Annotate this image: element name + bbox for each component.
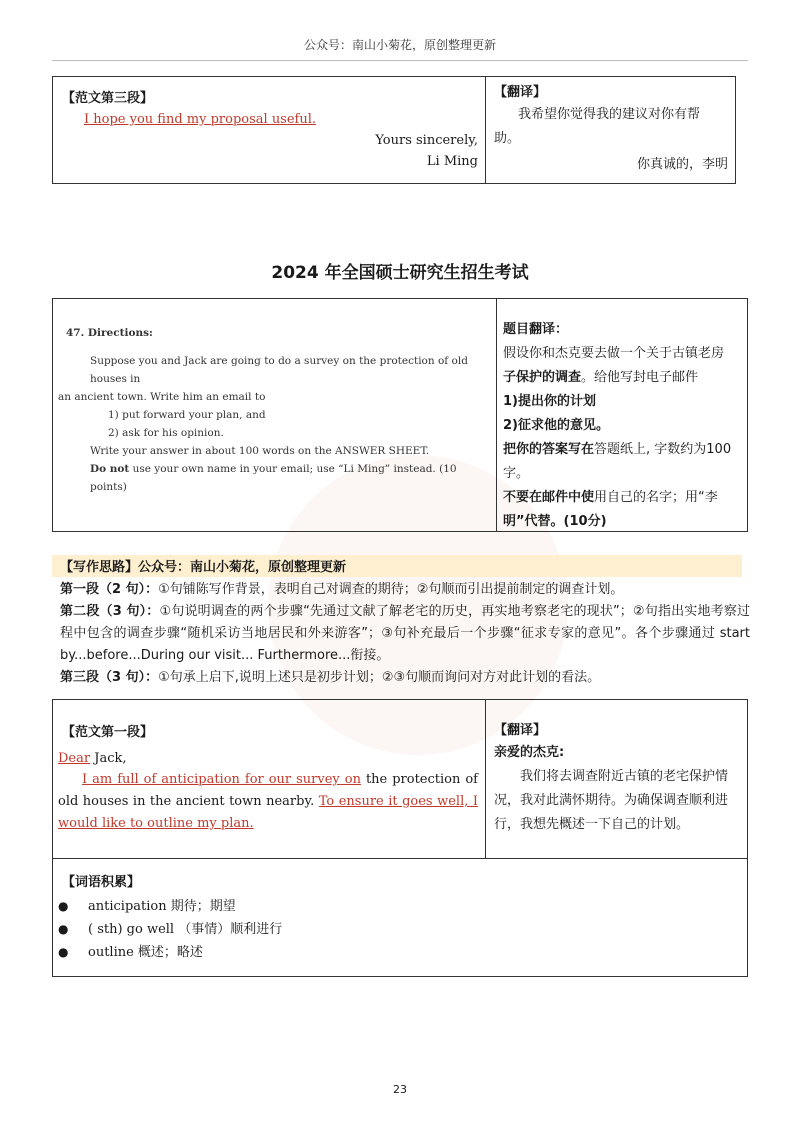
section1-sentence2-red: To ensure it goes well, I would like to outline my plan. bbox=[58, 794, 479, 831]
directions-item1: 1) put forward your plan, and bbox=[108, 409, 266, 421]
exam-title: 2024 年全国硕士研究生招生考试 bbox=[271, 263, 529, 283]
directions-trans-4a: 把你的答案写在 bbox=[503, 442, 595, 457]
directions-trans-heading: 题目翻译： bbox=[503, 322, 569, 337]
writing-ideas bbox=[60, 557, 750, 689]
ideas-p1: ①句铺陈写作背景，表明自己对调查的期待；②句顺而引出提前制定的调查计划。 bbox=[158, 582, 624, 597]
header-divider bbox=[52, 60, 748, 61]
directions-line3: Write your answer in about 100 words on the ANSWER SHEET. bbox=[90, 445, 430, 457]
ideas-paragraph-3 bbox=[60, 667, 750, 689]
section3-signature: Li Ming bbox=[426, 154, 478, 169]
directions-trans-1c: 。给他写封电子邮件 bbox=[581, 370, 699, 385]
directions-line1: Suppose you and Jack are going to do a survey on the protection of old houses in bbox=[90, 355, 468, 385]
directions-item2: 2) ask for his opinion. bbox=[108, 427, 224, 439]
page-number: 23 bbox=[393, 1083, 407, 1096]
section1-sentence1-rest: the protection of old houses in the ancient town nearby. bbox=[58, 772, 478, 809]
directions-trans-1a: 假设你和杰克要去做一个关于古镇老房 bbox=[503, 346, 725, 361]
section3-translation-heading: 【翻译】 bbox=[494, 85, 547, 100]
directions-trans-4b: 答题纸上, 字数约为100 bbox=[594, 442, 732, 457]
section1-translation-body: 我们将去调查附近古镇的老宅保护情况，我对此满怀期待。为确保调查顺利进行，我想先概述一下自己的计划。 bbox=[494, 769, 729, 832]
ideas-p2-label: 第二段（3 句）： bbox=[60, 604, 160, 619]
directions-trans-5 bbox=[503, 486, 745, 510]
ideas-p3: ①句承上启下,说明上述只是初步计划；②③句顺而询问对方对此计划的看法。 bbox=[158, 670, 601, 685]
directions-trans-5a: 不要在邮件中使 bbox=[503, 490, 595, 505]
directions-label: 47. Directions: bbox=[66, 327, 153, 339]
section1-greeting-rest: Jack, bbox=[90, 751, 127, 766]
section1-translation-heading: 【翻译】 bbox=[494, 723, 547, 738]
ideas-paragraph-2 bbox=[60, 601, 750, 667]
directions-trans-3: 2)征求他的意见。 bbox=[503, 418, 609, 433]
ideas-p1-label: 第一段（2 句）： bbox=[60, 582, 159, 597]
directions-line2: an ancient town. Write him an email to bbox=[58, 391, 266, 403]
directions-trans-1 bbox=[503, 366, 745, 390]
section1-greeting-red: Dear bbox=[58, 751, 91, 766]
section3-closing: Yours sincerely, bbox=[375, 133, 478, 148]
directions-scan bbox=[58, 318, 476, 496]
page-header: 公众号：南山小菊花，原创整理更新 bbox=[303, 38, 496, 52]
section1-greeting bbox=[58, 748, 126, 769]
vocab-heading: 【词语积累】 bbox=[62, 875, 141, 890]
directions-line4 bbox=[66, 460, 476, 496]
section1-translation-greeting: 亲爱的杰克: bbox=[494, 745, 565, 760]
vocab-item: ● outline 概述；略述 bbox=[58, 941, 282, 964]
section1-heading: 【范文第一段】 bbox=[62, 725, 154, 740]
section1-row-divider bbox=[52, 858, 748, 859]
directions-trans-5b: 用自己的名字；用“李 bbox=[594, 490, 718, 505]
directions-column-divider bbox=[496, 298, 497, 532]
section3-translation-line1: 我希望你觉得我的建议对你有帮 bbox=[518, 107, 701, 122]
ideas-p2: ①句说明调查的两个步骤“先通过文献了解老宅的历史，再实地考察老宅的现状”；②句指出实地考察过程中包含的调查步骤“随机采访当地居民和外来游客”；③句补充最后一个步骤“征求专家的意见”。各个步骤通过 start by...before...During our visit... Furthermore...衔接。 bbox=[60, 604, 750, 663]
section3-translation-line2: 助。 bbox=[494, 131, 521, 146]
directions-line4-rest: use your own name in your email; use “Li Ming” instead. (10 points) bbox=[90, 463, 457, 493]
vocab-list bbox=[58, 895, 282, 964]
vocab-item: ● anticipation 期待；期望 bbox=[58, 895, 282, 918]
section1-body bbox=[58, 769, 478, 835]
section3-sentence: I hope you find my proposal useful. bbox=[84, 112, 317, 127]
directions-trans-4 bbox=[503, 438, 745, 462]
section3-translation-closing: 你真诚的，李明 bbox=[636, 157, 728, 172]
section1-column-divider bbox=[485, 699, 486, 858]
section3-heading: 【范文第三段】 bbox=[62, 91, 154, 106]
directions-translation bbox=[503, 318, 745, 534]
directions-trans-5c: 明”代替。(10分) bbox=[503, 514, 607, 529]
directions-line4-bold: Do not bbox=[90, 463, 130, 475]
section3-column-divider bbox=[485, 76, 486, 184]
ideas-heading: 【写作思路】公众号：南山小菊花，原创整理更新 bbox=[60, 560, 347, 575]
section1-sentence1-red: I am full of anticipation for our survey on bbox=[82, 772, 361, 787]
directions-trans-2: 1)提出你的计划 bbox=[503, 394, 596, 409]
directions-trans-4c: 字。 bbox=[503, 466, 530, 481]
vocab-item: ● ( sth) go well （事情）顺利进行 bbox=[58, 918, 282, 941]
ideas-paragraph-1 bbox=[60, 579, 750, 601]
directions-trans-1b: 子保护的调查 bbox=[503, 370, 582, 385]
ideas-p3-label: 第三段（3 句）： bbox=[60, 670, 159, 685]
